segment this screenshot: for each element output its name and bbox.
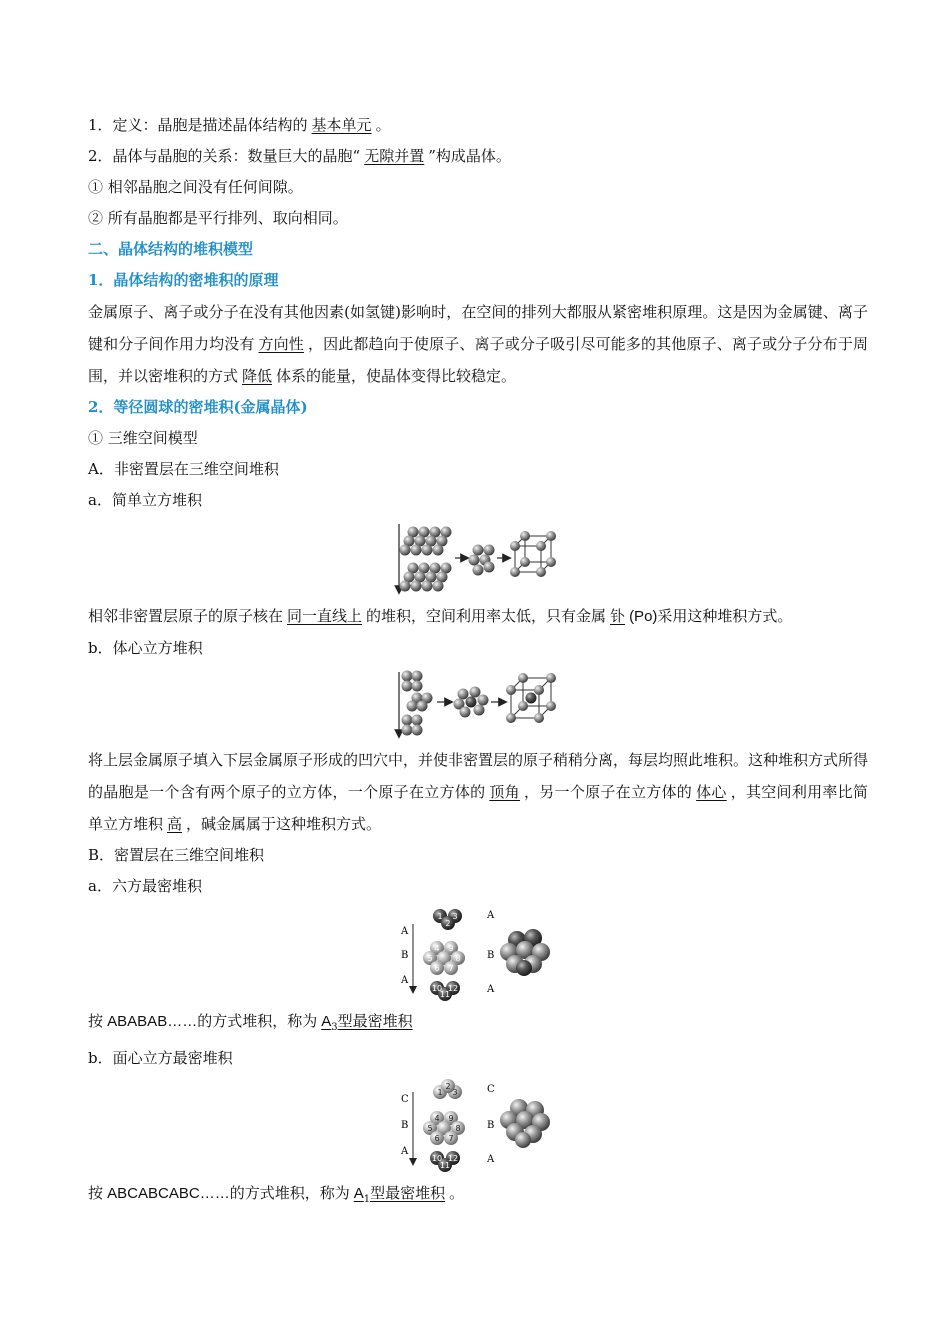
blank-answer: 体心 [696, 783, 727, 801]
svg-text:4: 4 [434, 1114, 440, 1123]
simple-cubic-figure [88, 520, 868, 596]
svg-text:12: 12 [447, 1154, 459, 1163]
layer-label: B [487, 1120, 495, 1131]
note-2: ② 所有晶胞都是平行排列、取向相同。 [88, 209, 348, 227]
svg-text:3: 3 [452, 1088, 458, 1097]
document-page [88, 110, 868, 1215]
category-label: A．非密置层在三维空间堆积 [88, 460, 279, 478]
hcp-cluster [500, 929, 550, 976]
fcc-figure [88, 1078, 868, 1174]
layer-label: A [487, 910, 495, 921]
layer-label: A [401, 1146, 409, 1157]
layer-label: A [487, 1154, 495, 1165]
principle-paragraph: 金属原子、离子或分子在没有其他因素(如氢键)影响时，在空间的排列大都服从紧密堆积原理。这是因为金属键、离子键和分子间作用力均没有 方向性 ，因此都趋向于使原子、离子或分子吸引尽可能多的其他原子、离子或分子分布于周围，并以密堆积的方式 降低 体系的能量，使晶体变得比较稳定。 [88, 303, 868, 385]
relation-line: 2．晶体与晶胞的关系：数量巨大的晶胞“ 无隙并置 ”构成晶体。 [88, 147, 511, 165]
unit-cell [515, 536, 551, 572]
blank-answer: 方向性 [258, 335, 304, 353]
bottom-layer [400, 563, 452, 592]
hcp-diagram [393, 906, 563, 1002]
svg-text:11: 11 [439, 1161, 451, 1170]
simple-cubic-diagram [393, 520, 563, 596]
svg-text:7: 7 [448, 1134, 454, 1143]
category-label: B．密置层在三维空间堆积 [88, 846, 265, 864]
svg-text:2: 2 [445, 1082, 451, 1091]
layer-label: C [401, 1094, 409, 1105]
type-label: b．面心立方最密堆积 [88, 1049, 233, 1067]
svg-text:1: 1 [437, 1088, 443, 1097]
svg-text:6: 6 [434, 1134, 440, 1143]
svg-text:10: 10 [431, 1154, 443, 1163]
model-label: ① 三维空间模型 [88, 429, 198, 447]
type-label: b．体心立方堆积 [88, 639, 203, 657]
svg-text:8: 8 [455, 954, 461, 963]
svg-text:7: 7 [448, 964, 454, 973]
fcc-diagram [393, 1078, 563, 1174]
hcp-conclusion: 按 ABABAB……的方式堆积，称为 $A_3$型最密堆积 [88, 1006, 868, 1043]
layer-label: A [401, 926, 409, 937]
bcc-paragraph: 将上层金属原子填入下层金属原子形成的凹穴中，并使非密置层的原子稍稍分离，每层均照此堆积。这种堆积方式所得的晶胞是一个含有两个原子的立方体，一个原子在立方体的 顶角 ，另一个原子在立方体的 体心 ，其空间利用率比简单立方堆积 高 ，碱金属属于这种堆积方式。 [88, 751, 869, 833]
svg-text:11: 11 [439, 990, 451, 999]
note-1: ① 相邻晶胞之间没有任何间隙。 [88, 178, 303, 196]
blank-answer: $A_3$型最密堆积 [321, 1012, 413, 1033]
layer-label: B [401, 950, 409, 961]
type-label: a．简单立方堆积 [88, 491, 202, 509]
fcc-cluster [500, 1099, 550, 1148]
bcc-figure [88, 668, 868, 740]
svg-text:8: 8 [455, 1124, 461, 1133]
bcc-diagram [393, 668, 563, 740]
blank-answer: 同一直线上 [287, 607, 363, 625]
cube-cluster [469, 545, 495, 576]
svg-text:10: 10 [431, 984, 443, 993]
svg-text:4: 4 [434, 944, 440, 953]
layer-label: A [487, 984, 495, 995]
blank-answer: 降低 [242, 367, 273, 385]
layer-label: B [401, 1120, 409, 1131]
svg-text:9: 9 [448, 944, 454, 953]
blank-answer: 基本单元 [311, 116, 372, 134]
svg-text:2: 2 [445, 919, 451, 928]
svg-text:9: 9 [448, 1114, 454, 1123]
subsection-heading: 2．等径圆球的密堆积(金属晶体) [88, 398, 308, 416]
hcp-figure [88, 906, 868, 1002]
blank-answer: 无隙并置 [364, 147, 425, 165]
layer-label: B [487, 950, 495, 961]
svg-text:5: 5 [427, 1124, 433, 1133]
subsection-heading: 1．晶体结构的密堆积的原理 [88, 271, 279, 289]
blank-answer: 高 [167, 815, 183, 833]
svg-text:1: 1 [437, 912, 443, 921]
top-layer [400, 527, 452, 556]
simple-cubic-paragraph: 相邻非密置层原子的原子核在 同一直线上 的堆积，空间利用率太低，只有金属 钋 (Po)采用这种堆积方式。 [88, 607, 793, 625]
blank-answer: 顶角 [489, 783, 520, 801]
section-heading: 二、晶体结构的堆积模型 [88, 240, 254, 258]
layer-label: A [401, 975, 409, 986]
blank-answer: 钋 [610, 607, 626, 625]
svg-text:3: 3 [452, 912, 458, 921]
type-label: a．六方最密堆积 [88, 877, 202, 895]
fcc-conclusion: 按 ABCABCABC……的方式堆积，称为 $A_1$型最密堆积 。 [88, 1184, 465, 1205]
layer-label: C [487, 1084, 495, 1095]
svg-text:6: 6 [434, 964, 440, 973]
svg-text:12: 12 [447, 984, 459, 993]
definition-line: 1．定义：晶胞是描述晶体结构的 基本单元 。 [88, 116, 391, 134]
blank-answer: $A_1$型最密堆积 [353, 1184, 446, 1205]
svg-text:5: 5 [427, 954, 433, 963]
